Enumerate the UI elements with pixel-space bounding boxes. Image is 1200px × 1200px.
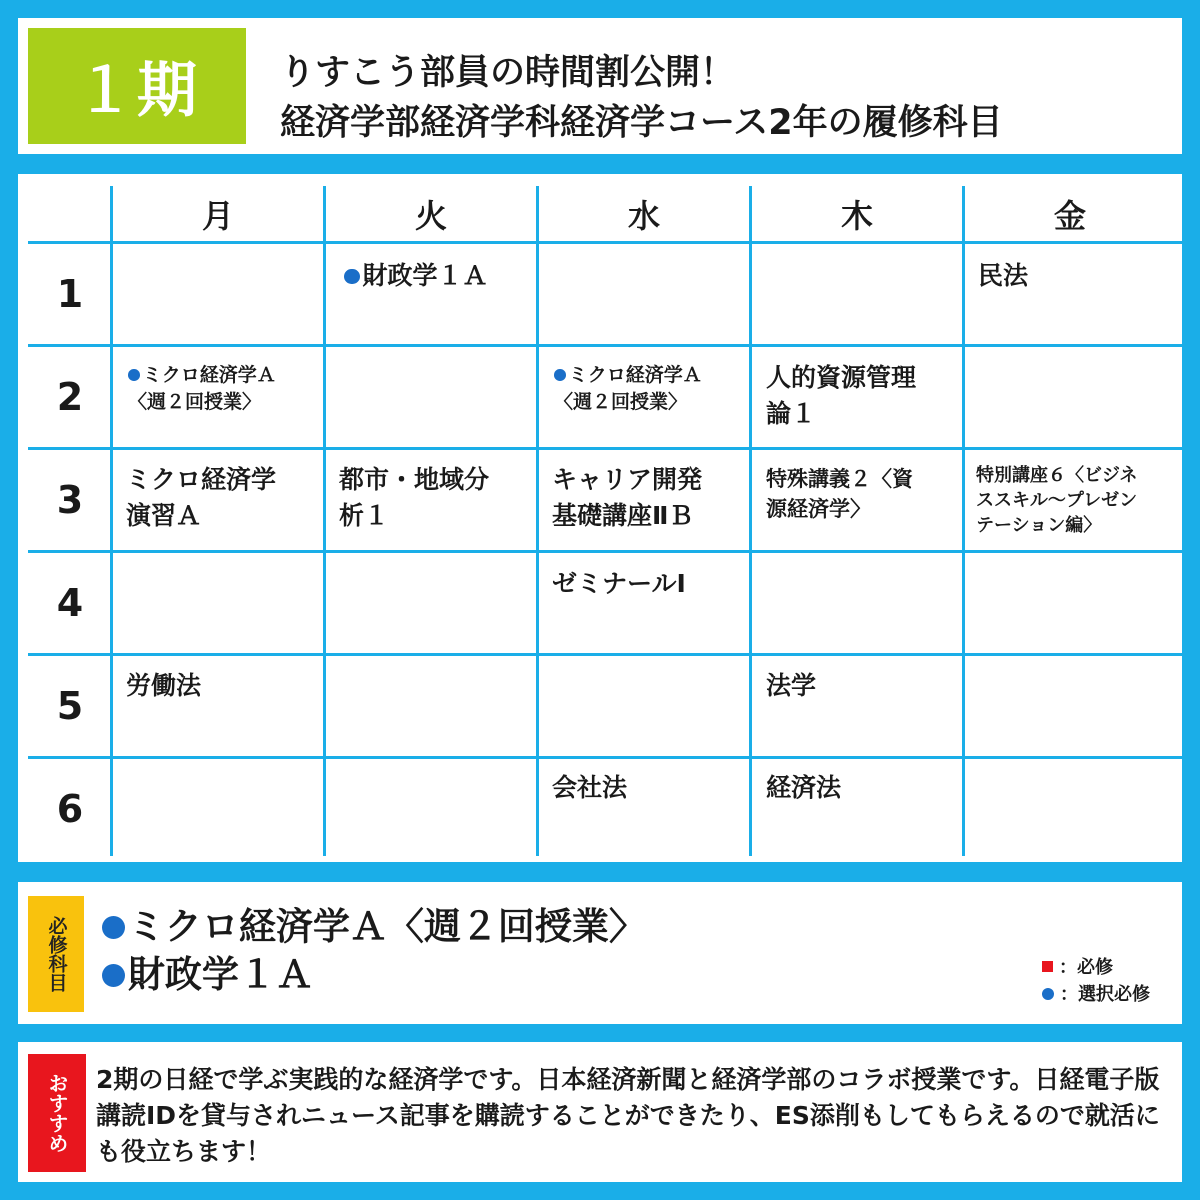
class-name: 会社法 bbox=[552, 773, 628, 802]
period-label-5: 5 bbox=[56, 684, 84, 728]
red-square-icon bbox=[1042, 961, 1053, 972]
timetable-panel bbox=[18, 174, 1182, 862]
legend-elective-required: ：選択必修 bbox=[1042, 981, 1150, 1008]
class-cell-p2-wed bbox=[554, 362, 702, 416]
class-cell-p1-tue bbox=[344, 258, 488, 294]
class-name: 都市・地域分 bbox=[339, 465, 490, 494]
class-name: ゼミナールⅠ bbox=[552, 569, 686, 598]
period-label-1: 1 bbox=[56, 272, 84, 316]
recommend-tag: おすすめ bbox=[28, 1054, 86, 1172]
grid-line bbox=[28, 550, 1182, 553]
day-header-thu: 木 bbox=[840, 197, 873, 235]
page-title-line-1: りすこう部員の時間割公開！ bbox=[280, 53, 736, 93]
grid-line bbox=[28, 653, 1182, 656]
timetable-grid bbox=[18, 174, 1182, 862]
class-cell-p3-tue bbox=[339, 462, 489, 534]
class-name: 特別講座６〈ビジネ bbox=[976, 465, 1138, 486]
recommend-panel bbox=[18, 1042, 1182, 1182]
period-label-2: 2 bbox=[56, 375, 84, 419]
elective-dot-icon bbox=[554, 369, 566, 381]
class-name-cont: 論１ bbox=[766, 399, 817, 428]
grid-line bbox=[28, 447, 1182, 450]
required-item: ミクロ経済学Ａ〈週２回授業〉 bbox=[102, 904, 646, 950]
header-panel bbox=[18, 18, 1182, 154]
required-subjects-tag: 必修科目 bbox=[28, 896, 84, 1012]
class-name: 経済法 bbox=[766, 773, 842, 802]
elective-dot-icon bbox=[344, 269, 360, 285]
class-name: ミクロ経済学Ａ bbox=[142, 364, 276, 386]
class-note: 〈週２回授業〉 bbox=[554, 391, 688, 413]
class-name-cont: 演習Ａ bbox=[126, 501, 202, 530]
legend bbox=[1042, 954, 1150, 1008]
period-label-3: 3 bbox=[56, 478, 84, 522]
page-title-line-2: 経済学部経済学科経済学コース2年の履修科目 bbox=[280, 103, 1003, 143]
class-name: 人的資源管理 bbox=[766, 363, 917, 392]
class-name: 民法 bbox=[978, 261, 1029, 290]
class-name: ミクロ経済学Ａ bbox=[568, 364, 702, 386]
day-header-fri: 金 bbox=[1053, 197, 1086, 235]
day-header-mon: 月 bbox=[201, 197, 234, 235]
class-cell-p3-mon bbox=[126, 462, 276, 534]
class-cell-p3-thu bbox=[766, 464, 913, 524]
class-name-cont: ススキル～プレゼン bbox=[976, 490, 1138, 511]
class-cell-p3-fri bbox=[976, 463, 1137, 538]
class-cell-p5-mon bbox=[126, 668, 201, 704]
class-cell-p6-wed bbox=[552, 770, 627, 806]
class-note: 〈週２回授業〉 bbox=[128, 391, 262, 413]
class-cell-p2-thu bbox=[766, 360, 916, 432]
class-cell-p6-thu bbox=[766, 770, 841, 806]
blue-dot-icon bbox=[1042, 988, 1054, 1000]
class-name-cont: 基礎講座ⅡＢ bbox=[552, 501, 694, 530]
legend-required: ：必修 bbox=[1042, 954, 1150, 981]
class-name: ミクロ経済学 bbox=[126, 465, 277, 494]
class-name: 財政学１Ａ bbox=[362, 261, 488, 290]
elective-dot-icon bbox=[102, 916, 125, 939]
class-cell-p3-wed bbox=[552, 462, 702, 534]
class-name: 特殊講義２〈資 bbox=[766, 467, 913, 491]
class-cell-p5-thu bbox=[766, 668, 816, 704]
recommend-text: 2期の日経で学ぶ実践的な経済学です。日本経済新聞と経済学部のコラボ授業です。日経電子版講読IDを貸与されニュース記事を購読することができたり、ES添削もしてもらえるので就活にも役立ちます！ bbox=[96, 1065, 1160, 1166]
day-header-tue: 火 bbox=[414, 197, 447, 235]
period-label-6: 6 bbox=[56, 787, 84, 831]
class-cell-p1-fri bbox=[978, 258, 1028, 294]
period-label-4: 4 bbox=[56, 581, 84, 625]
day-header-wed: 水 bbox=[627, 197, 660, 235]
header-titles bbox=[280, 48, 1003, 148]
elective-dot-icon bbox=[128, 369, 140, 381]
class-name-cont: テーション編〉 bbox=[976, 515, 1102, 536]
class-name: 法学 bbox=[766, 671, 817, 700]
grid-line bbox=[28, 344, 1182, 347]
class-name-cont: 析１ bbox=[339, 501, 390, 530]
class-cell-p4-wed bbox=[552, 566, 686, 602]
class-name: キャリア開発 bbox=[552, 465, 703, 494]
class-cell-p2-mon bbox=[128, 362, 276, 416]
class-name-cont: 源経済学〉 bbox=[766, 497, 871, 521]
term-badge: １期 bbox=[28, 28, 246, 144]
grid-line bbox=[28, 756, 1182, 759]
required-subjects-panel bbox=[18, 882, 1182, 1024]
required-item: 財政学１Ａ bbox=[102, 952, 313, 998]
class-name: 労働法 bbox=[126, 671, 202, 700]
elective-dot-icon bbox=[102, 964, 125, 987]
